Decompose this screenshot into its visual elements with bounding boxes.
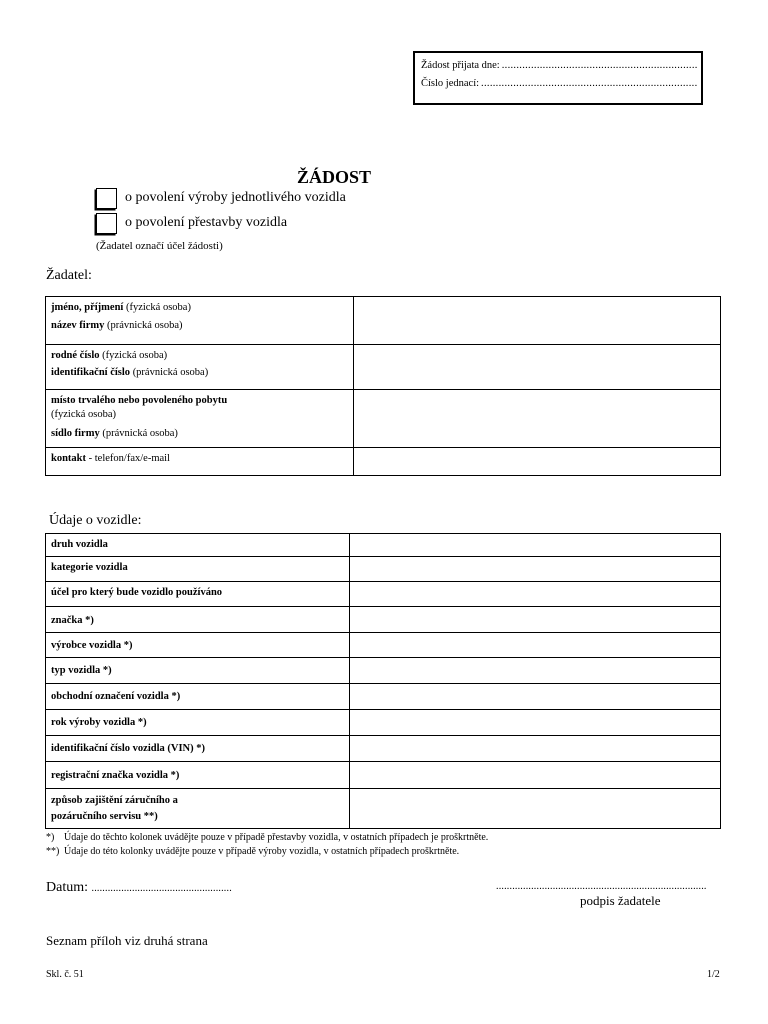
label-bold: rodné číslo [51,350,100,361]
date-label: Datum: [46,880,88,895]
vehicle-table [45,533,721,829]
label-note: (právnická osoba) [104,320,183,331]
received-date-field[interactable] [502,57,697,75]
label-note: (právnická osoba) [99,428,178,439]
label-bold: název firmy [51,320,105,331]
vehicle-vin-label: identifikační číslo vozidla (VIN) *) [51,743,205,754]
applicant-row-address [46,390,721,448]
footnote-mark: *) [46,832,55,843]
applicant-id-input[interactable] [354,345,721,390]
vehicle-row-label [46,710,350,736]
vehicle-section-label: Údaje o vozidle: [49,513,142,528]
applicant-name-input[interactable] [354,297,721,345]
reference-number-field[interactable] [481,75,697,93]
purpose-hint: (Žadatel označí účel žádosti) [96,240,223,252]
purpose-rebuild-checkbox[interactable] [96,213,117,234]
vehicle-registration-label: registrační značka vozidla *) [51,770,180,781]
vehicle-row [46,710,721,736]
vehicle-row [46,582,721,607]
vehicle-row-label [46,658,350,684]
vehicle-kind-label: druh vozidla [51,539,108,550]
label-bold: kontakt [51,453,87,464]
reference-number-line[interactable] [421,75,697,93]
vehicle-service-input[interactable] [350,789,721,829]
label-note: - telefon/fax/e-mail [86,453,170,464]
vehicle-type-input[interactable] [350,658,721,684]
label-bold: sídlo firmy [51,428,100,439]
vehicle-row [46,789,721,829]
vehicle-row [46,607,721,633]
purpose-build-option[interactable] [96,187,346,209]
vehicle-row [46,534,721,557]
office-use-box [413,51,703,105]
label-bold: identifikační číslo [51,367,131,378]
page-title: ŽÁDOST [296,167,372,187]
applicant-row-id [46,345,721,390]
vehicle-brand-input[interactable] [350,607,721,633]
label-bold: jméno, příjmení [51,302,124,313]
form-code: Skl. č. 51 [46,969,84,980]
vehicle-row-label [46,557,350,582]
applicant-row-label [46,448,354,476]
vehicle-brand-label: značka *) [51,615,94,626]
vehicle-kind-input[interactable] [350,534,721,557]
purpose-build-checkbox[interactable] [96,188,117,209]
vehicle-service-label: způsob zajištění záručního a pozáručního servisu **) [51,795,178,822]
vehicle-row [46,658,721,684]
purpose-rebuild-label: o povolení přestavby vozidla [125,215,288,230]
vehicle-row-label [46,789,350,829]
applicant-row-name [46,297,721,345]
footnote-text: Údaje do této kolonky uvádějte pouze v případě výroby vozidla, v ostatních případech proškrtněte. [64,846,460,857]
vehicle-manufacturer-label: výrobce vozidla *) [51,640,133,651]
label-note: (fyzická osoba) [51,409,117,420]
label-bold: místo trvalého nebo povoleného pobytu [51,395,228,406]
vehicle-row-label [46,762,350,789]
footnote-text: Údaje do těchto kolonek uvádějte pouze v případě přestavby vozidla, v ostatních případech je proškrtněte. [64,832,489,843]
vehicle-purpose-input[interactable] [350,582,721,607]
vehicle-year-input[interactable] [350,710,721,736]
applicant-section-label: Žadatel: [46,268,92,283]
vehicle-trade-name-label: obchodní označení vozidla *) [51,691,181,702]
vehicle-vin-input[interactable] [350,736,721,762]
vehicle-row-label [46,684,350,710]
vehicle-row-label [46,607,350,633]
vehicle-category-label: kategorie vozidla [51,562,128,573]
vehicle-row [46,684,721,710]
footnote-mark: **) [46,846,60,857]
vehicle-row [46,736,721,762]
label-note: (fyzická osoba) [123,302,191,313]
label-note: (fyzická osoba) [99,350,168,361]
vehicle-purpose-label: účel pro který bude vozidlo používáno [51,587,223,598]
vehicle-row [46,557,721,582]
vehicle-registration-input[interactable] [350,762,721,789]
footnote-1 [46,832,488,843]
signature-label: podpis žadatele [580,893,661,908]
applicant-row-label [46,390,354,448]
vehicle-category-input[interactable] [350,557,721,582]
purpose-rebuild-option[interactable] [96,212,287,234]
label-note: (právnická osoba) [130,367,209,378]
applicant-table [45,296,721,476]
vehicle-type-label: typ vozidla *) [51,665,112,676]
vehicle-row [46,633,721,658]
vehicle-manufacturer-input[interactable] [350,633,721,658]
vehicle-row-label [46,534,350,557]
date-row [46,880,232,896]
vehicle-trade-name-input[interactable] [350,684,721,710]
date-field[interactable]: .................................................... [91,883,232,894]
applicant-address-input[interactable] [354,390,721,448]
reference-number-label: Číslo jednací: [421,78,480,89]
signature-field[interactable]: .............................................................................. [496,881,707,892]
vehicle-row [46,762,721,789]
applicant-contact-input[interactable] [354,448,721,476]
attachments-note: Seznam příloh viz druhá strana [46,933,208,948]
vehicle-row-label [46,582,350,607]
applicant-row-label [46,297,354,345]
vehicle-year-label: rok výroby vozidla *) [51,717,147,728]
purpose-build-label: o povolení výroby jednotlivého vozidla [125,190,346,205]
applicant-row-contact [46,448,721,476]
vehicle-row-label [46,736,350,762]
vehicle-row-label [46,633,350,658]
applicant-row-label [46,345,354,390]
received-date-line[interactable] [421,57,697,75]
footnote-2 [46,846,459,857]
page-number: 1/2 [707,969,720,980]
received-date-label: Žádost přijata dne: [421,60,500,71]
